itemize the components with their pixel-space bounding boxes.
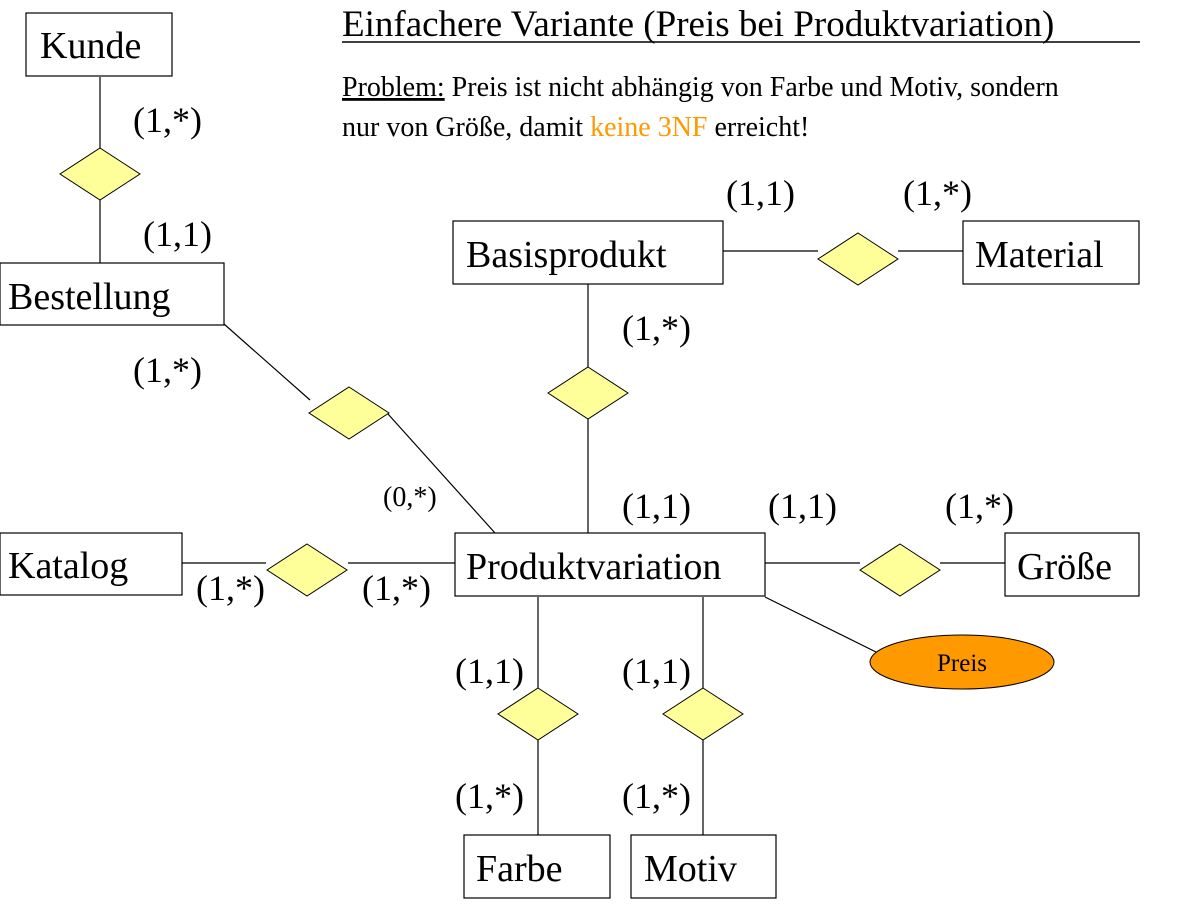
entity-bestellung-label: Bestellung bbox=[8, 276, 171, 318]
problem-highlight: keine 3NF bbox=[590, 112, 708, 143]
diagram-title: Einfachere Variante (Preis bei Produktvariation) bbox=[342, 4, 1055, 45]
entity-basisprodukt-label: Basisprodukt bbox=[466, 234, 667, 276]
card-pv-groesse: (1,1) bbox=[768, 486, 837, 526]
relationship-basis-pv bbox=[548, 367, 628, 419]
entity-produktvariation-label: Produktvariation bbox=[466, 546, 722, 588]
card-katalog-pv: (1,*) bbox=[196, 568, 265, 608]
line-rel-pv bbox=[388, 414, 495, 533]
relationship-pv-motiv bbox=[663, 688, 743, 740]
relationship-pv-groesse bbox=[860, 544, 940, 596]
problem-text-1: Preis ist nicht abhängig von Farbe und Motiv, sondern bbox=[444, 72, 1059, 103]
card-pv-katalog: (1,*) bbox=[362, 568, 431, 608]
entity-motiv bbox=[631, 835, 776, 898]
problem-label: Problem: bbox=[342, 72, 445, 103]
entity-kunde-label: Kunde bbox=[40, 25, 142, 67]
card-pv-farbe: (1,1) bbox=[455, 651, 524, 691]
problem-text-2: nur von Größe, damit bbox=[342, 112, 591, 143]
card-motiv-pv: (1,*) bbox=[622, 776, 691, 816]
relationship-bestellung-pv bbox=[309, 387, 389, 439]
card-material-basis: (1,*) bbox=[903, 173, 972, 213]
entity-groesse bbox=[1005, 533, 1139, 596]
card-farbe-pv: (1,*) bbox=[455, 776, 524, 816]
entity-farbe-label: Farbe bbox=[476, 848, 563, 890]
entity-motiv-label: Motiv bbox=[644, 848, 737, 890]
relationship-kunde-bestellung bbox=[60, 148, 140, 200]
entity-bestellung bbox=[0, 263, 224, 325]
line-pv-preis bbox=[765, 597, 878, 653]
entity-katalog-label: Katalog bbox=[8, 545, 129, 587]
entity-material-label: Material bbox=[975, 234, 1104, 276]
card-basis-material: (1,1) bbox=[726, 173, 795, 213]
entity-kunde bbox=[26, 13, 172, 76]
attribute-preis-label: Preis bbox=[937, 650, 987, 677]
card-bestellung-pv: (1,*) bbox=[133, 350, 202, 390]
card-kunde-rel: (1,*) bbox=[133, 100, 202, 140]
relationship-pv-farbe bbox=[498, 688, 578, 740]
card-pv-motiv: (1,1) bbox=[622, 651, 691, 691]
entity-material bbox=[963, 221, 1139, 284]
attribute-preis bbox=[870, 635, 1054, 689]
card-groesse-pv: (1,*) bbox=[945, 486, 1014, 526]
card-basis-pv: (1,*) bbox=[622, 308, 691, 348]
relationship-basis-material bbox=[818, 233, 898, 285]
problem-text-3: erreicht! bbox=[707, 112, 810, 143]
entity-produktvariation bbox=[455, 533, 765, 596]
entity-farbe bbox=[464, 835, 610, 898]
card-bestellung-kunde: (1,1) bbox=[143, 214, 212, 254]
entity-basisprodukt bbox=[453, 221, 723, 284]
card-pv-bestellung: (0,*) bbox=[383, 482, 437, 513]
card-pv-basis: (1,1) bbox=[622, 486, 691, 526]
line-bestellung-rel bbox=[224, 324, 310, 400]
relationship-katalog-pv bbox=[267, 544, 347, 596]
problem-line-1 bbox=[342, 72, 1059, 103]
problem-line-2 bbox=[342, 112, 809, 143]
entity-groesse-label: Größe bbox=[1017, 546, 1112, 588]
entity-katalog bbox=[0, 533, 182, 595]
